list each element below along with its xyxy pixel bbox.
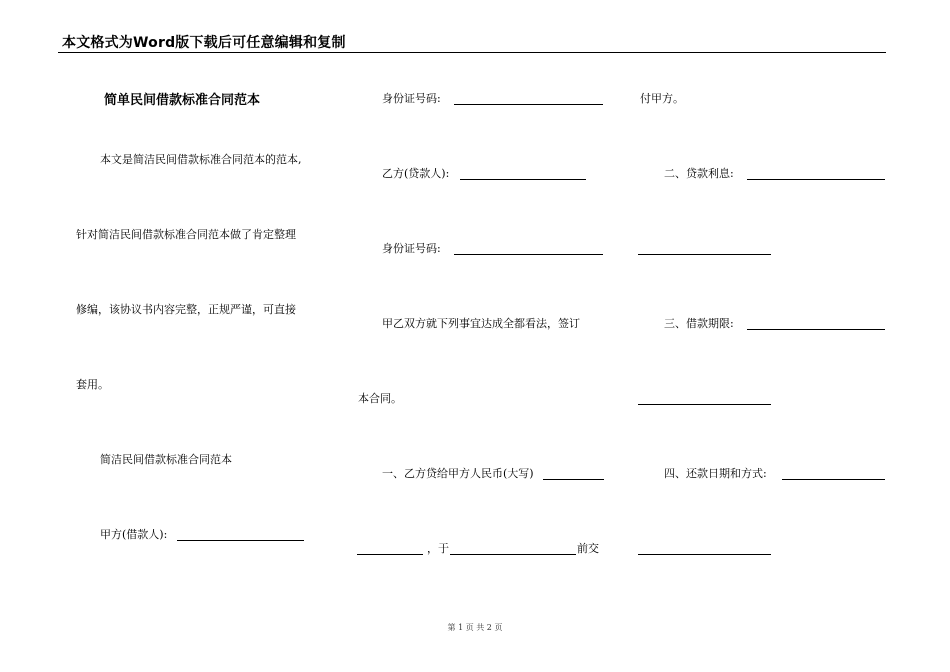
party-a-label: 甲方(借款人): <box>100 528 168 541</box>
clause-1-amount-blank <box>543 479 604 480</box>
clause-3-blank <box>747 329 885 330</box>
intro-paragraph-line-2: 针对简洁民间借款标准合同范本做了肯定整理 <box>76 228 296 241</box>
clause-1-label: 一、乙方贷给甲方人民币(大写) <box>382 467 534 480</box>
clause-2-blank-2 <box>638 254 771 255</box>
party-b-label: 乙方(贷款人): <box>382 167 450 180</box>
id-number-label-a: 身份证号码: <box>382 92 441 105</box>
intro-paragraph-line-3: 修编，该协议书内容完整，正规严谨，可直接 <box>76 303 296 316</box>
clause-1-suffix: 前交 <box>577 542 599 555</box>
document-header: 本文格式为Word版下载后可任意编辑和复制 <box>62 35 346 51</box>
agreement-line-2: 本合同。 <box>358 392 402 405</box>
clause-1-date-blank <box>450 554 576 555</box>
header-divider <box>58 52 886 53</box>
page-number: 第 1 页 共 2 页 <box>447 623 503 632</box>
party-a-blank <box>177 540 304 541</box>
contract-title: 简单民间借款标准合同范本 <box>104 93 261 108</box>
clause-2-label: 二、贷款利息: <box>664 167 734 180</box>
id-number-label-b: 身份证号码: <box>382 242 441 255</box>
clause-2-blank <box>747 179 885 180</box>
intro-paragraph-line-4: 套用。 <box>76 378 109 391</box>
clause-3-label: 三、借款期限: <box>664 317 734 330</box>
clause-1-continued: 付甲方。 <box>640 92 684 105</box>
clause-4-blank <box>782 479 885 480</box>
id-number-blank-a <box>454 104 603 105</box>
contract-subtitle: 简洁民间借款标准合同范本 <box>100 453 232 466</box>
agreement-line-1: 甲乙双方就下列事宜达成全都看法，签订 <box>382 317 580 330</box>
intro-paragraph-line-1: 本文是简洁民间借款标准合同范本的范本, <box>100 153 302 166</box>
party-b-blank <box>460 179 586 180</box>
clause-4-label: 四、还款日期和方式: <box>664 467 767 480</box>
id-number-blank-b <box>454 254 603 255</box>
clause-3-blank-2 <box>638 404 771 405</box>
clause-1-date-prefix: ，于 <box>427 542 449 555</box>
clause-1-amount-blank-2 <box>357 554 423 555</box>
clause-4-blank-2 <box>638 554 771 555</box>
